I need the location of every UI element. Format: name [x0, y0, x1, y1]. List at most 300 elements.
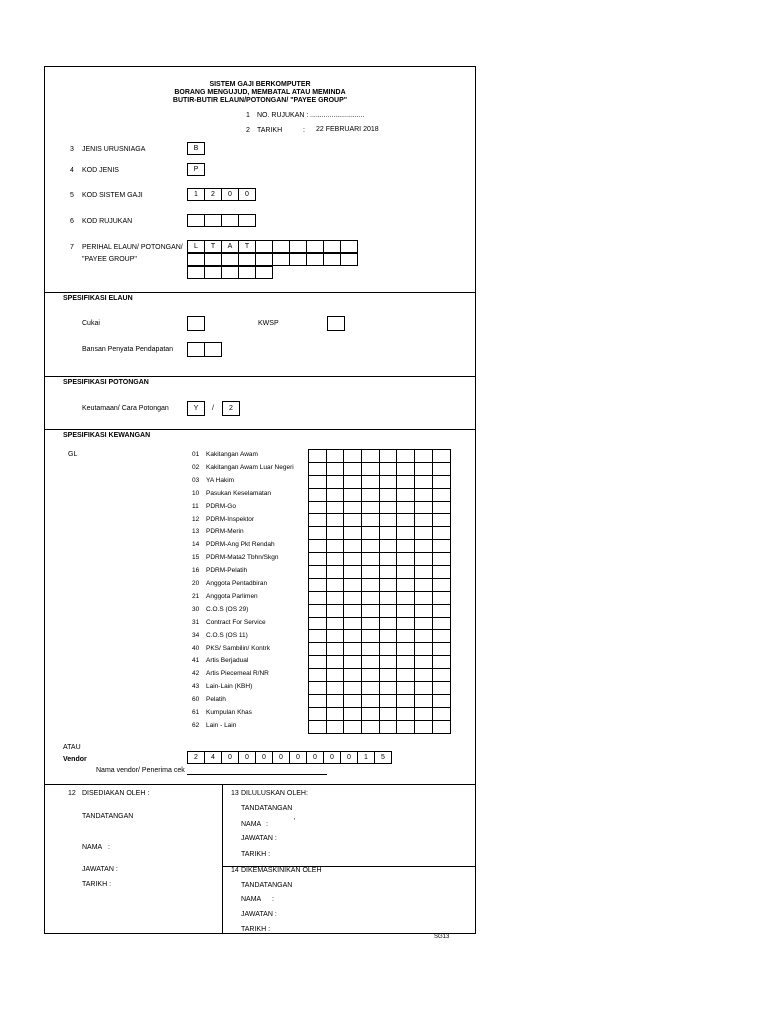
elaun-cukai-cell[interactable]	[187, 316, 205, 331]
gl-grid-cell[interactable]	[308, 681, 327, 695]
gl-grid-row	[308, 617, 451, 631]
field-perihal-row2-cell[interactable]	[238, 253, 256, 266]
gl-item	[192, 452, 258, 459]
vendor-code-boxes[interactable]	[187, 751, 392, 764]
gl-grid-cell[interactable]	[432, 449, 451, 463]
gl-grid-cell[interactable]	[432, 655, 451, 669]
ref-date-value[interactable]: 22 FEBRUARI 2018	[316, 126, 379, 133]
gl-grid-cell[interactable]	[432, 578, 451, 592]
field-perihal-row2[interactable]	[187, 253, 358, 266]
field-perihal-row2-cell[interactable]	[204, 253, 222, 266]
gl-grid-cell[interactable]	[414, 707, 433, 721]
gl-grid-cell[interactable]	[379, 488, 398, 502]
gl-grid-cell[interactable]	[379, 720, 398, 734]
gl-grid-cell[interactable]	[432, 604, 451, 618]
approved-nama-label: NAMA	[241, 821, 262, 828]
gl-grid-cell[interactable]	[396, 720, 415, 734]
gl-grid-cell[interactable]	[361, 501, 380, 515]
field-perihal-row2-cell[interactable]	[221, 253, 239, 266]
gl-grid-cell[interactable]	[326, 578, 345, 592]
gl-grid-cell[interactable]	[432, 720, 451, 734]
field-kod-rujukan-boxes[interactable]	[187, 214, 256, 227]
vendor-name-line[interactable]	[187, 774, 327, 775]
field-perihal-row3[interactable]	[187, 266, 273, 279]
gl-grid-cell[interactable]	[414, 642, 433, 656]
gl-grid-cell[interactable]	[396, 552, 415, 566]
field-perihal-row1-cell[interactable]	[289, 240, 307, 253]
potongan-box-1[interactable]	[187, 401, 205, 416]
gl-grid-cell[interactable]	[361, 655, 380, 669]
gl-grid-cell[interactable]	[308, 488, 327, 502]
gl-grid-row	[308, 720, 451, 734]
field-kod-jenis-boxes-cell[interactable]: P	[187, 163, 205, 176]
gl-grid-cell[interactable]	[379, 501, 398, 515]
gl-grid-cell[interactable]	[326, 591, 345, 605]
gl-grid-cell[interactable]	[326, 617, 345, 631]
gl-grid-cell[interactable]	[379, 604, 398, 618]
gl-grid-cell[interactable]	[379, 565, 398, 579]
gl-grid-cell[interactable]	[361, 604, 380, 618]
gl-grid-cell[interactable]	[308, 475, 327, 489]
gl-grid-cell[interactable]	[343, 488, 362, 502]
vendor-code-boxes-cell[interactable]: 0	[255, 751, 273, 764]
gl-grid-cell[interactable]	[414, 565, 433, 579]
gl-grid-cell[interactable]	[379, 707, 398, 721]
gl-grid-cell[interactable]	[343, 462, 362, 476]
gl-grid-cell[interactable]	[432, 513, 451, 527]
field-perihal-row3-cell[interactable]	[204, 266, 222, 279]
gl-grid-cell[interactable]	[343, 513, 362, 527]
divider-signatures	[44, 784, 476, 785]
gl-grid-cell[interactable]	[326, 681, 345, 695]
gl-grid-cell[interactable]	[396, 475, 415, 489]
gl-grid-cell[interactable]	[326, 668, 345, 682]
gl-grid-cell[interactable]	[432, 501, 451, 515]
field-kod-sistem-boxes-cell[interactable]: 1	[187, 188, 205, 201]
potongan-cell-1[interactable]: Y	[187, 401, 205, 416]
vendor-code-boxes-cell[interactable]: 5	[374, 751, 392, 764]
gl-grid-cell[interactable]	[414, 539, 433, 553]
gl-grid-cell[interactable]	[343, 475, 362, 489]
vendor-code-boxes-cell[interactable]: 0	[289, 751, 307, 764]
gl-grid-cell[interactable]	[326, 707, 345, 721]
gl-grid-row	[308, 552, 451, 566]
gl-grid-cell[interactable]	[361, 539, 380, 553]
field-perihal-row2-cell[interactable]	[340, 253, 358, 266]
field-perihal-row1[interactable]	[187, 240, 358, 253]
gl-grid-row	[308, 513, 451, 527]
gl-grid-cell[interactable]	[379, 694, 398, 708]
gl-grid-cell[interactable]	[308, 694, 327, 708]
gl-grid-cell[interactable]	[396, 526, 415, 540]
field-kod-jenis-boxes[interactable]	[187, 163, 205, 176]
approved-jawatan-label: JAWATAN :	[241, 835, 277, 842]
gl-grid-cell[interactable]	[379, 462, 398, 476]
field-kod-rujukan-boxes-cell[interactable]	[204, 214, 222, 227]
field-perihal-row1-cell[interactable]: T	[204, 240, 222, 253]
vendor-code-boxes-cell[interactable]: 0	[306, 751, 324, 764]
gl-grid-cell[interactable]	[379, 578, 398, 592]
field-perihal-row3-cell[interactable]	[238, 266, 256, 279]
potongan-cell-2[interactable]: 2	[222, 401, 240, 416]
gl-grid-cell[interactable]	[308, 604, 327, 618]
gl-grid-cell[interactable]	[414, 462, 433, 476]
gl-grid-cell[interactable]	[361, 591, 380, 605]
gl-grid-cell[interactable]	[326, 526, 345, 540]
gl-grid-cell[interactable]	[396, 578, 415, 592]
gl-item	[192, 646, 270, 653]
gl-grid-row	[308, 539, 451, 553]
field-perihal-row2-cell[interactable]	[255, 253, 273, 266]
gl-grid-cell[interactable]	[361, 488, 380, 502]
gl-grid-cell[interactable]	[432, 565, 451, 579]
ref-date-number: 2	[246, 127, 250, 134]
elaun-cukai-label: Cukai	[82, 320, 100, 327]
gl-grid-cell[interactable]	[432, 668, 451, 682]
gl-grid-cell[interactable]	[414, 694, 433, 708]
gl-grid-row	[308, 475, 451, 489]
gl-grid-cell[interactable]	[379, 591, 398, 605]
gl-grid-cell[interactable]	[308, 707, 327, 721]
vendor-code-boxes-cell[interactable]: 0	[221, 751, 239, 764]
gl-grid-cell[interactable]	[308, 513, 327, 527]
field-jenis-boxes[interactable]	[187, 142, 205, 155]
gl-grid-cell[interactable]	[343, 720, 362, 734]
gl-grid-cell[interactable]	[414, 578, 433, 592]
gl-grid-cell[interactable]	[414, 591, 433, 605]
gl-grid-cell[interactable]	[379, 642, 398, 656]
vendor-code-boxes-cell[interactable]: 2	[187, 751, 205, 764]
gl-grid-cell[interactable]	[308, 539, 327, 553]
field-kod-rujukan-boxes-cell[interactable]	[187, 214, 205, 227]
gl-grid-cell[interactable]	[414, 475, 433, 489]
potongan-slash: /	[212, 405, 214, 412]
gl-grid-cell[interactable]	[396, 707, 415, 721]
gl-item-name: C.O.S (OS 29)	[206, 605, 249, 613]
gl-item-name: PKS/ Sambilin/ Kontrk	[206, 644, 270, 652]
gl-grid-cell[interactable]	[361, 681, 380, 695]
gl-grid-cell[interactable]	[396, 694, 415, 708]
gl-grid-cell[interactable]	[396, 617, 415, 631]
gl-grid-cell[interactable]	[396, 488, 415, 502]
gl-grid-cell[interactable]	[379, 629, 398, 643]
gl-grid-cell[interactable]	[343, 449, 362, 463]
gl-grid-cell[interactable]	[396, 539, 415, 553]
gl-grid-cell[interactable]	[343, 539, 362, 553]
gl-grid-cell[interactable]	[308, 617, 327, 631]
signature-vertical-divider	[222, 784, 223, 934]
gl-grid-cell[interactable]	[326, 462, 345, 476]
field-kod-rujukan-boxes-cell[interactable]	[221, 214, 239, 227]
gl-item-name: PDRM-Inspektor	[206, 515, 255, 523]
gl-item-name: PDRM-Mata2 Tbhn/Skgn	[206, 554, 279, 562]
gl-grid-cell[interactable]	[396, 513, 415, 527]
gl-grid-cell[interactable]	[414, 488, 433, 502]
gl-grid-cell[interactable]	[361, 526, 380, 540]
elaun-bansan-cell-1[interactable]	[187, 342, 205, 357]
gl-grid-cell[interactable]	[343, 617, 362, 631]
gl-item	[192, 568, 247, 575]
gl-grid-cell[interactable]	[308, 462, 327, 476]
vendor-code-boxes-cell[interactable]: 1	[357, 751, 375, 764]
field-perihal-row1-cell[interactable]	[340, 240, 358, 253]
gl-grid-cell[interactable]	[414, 681, 433, 695]
gl-grid-cell[interactable]	[396, 565, 415, 579]
gl-grid-cell[interactable]	[343, 565, 362, 579]
gl-grid-cell[interactable]	[343, 655, 362, 669]
gl-grid-cell[interactable]	[343, 668, 362, 682]
gl-item	[192, 504, 236, 511]
prepared-sign-label: TANDATANGAN	[82, 813, 134, 820]
field-perihal-row2-cell[interactable]	[306, 253, 324, 266]
gl-grid-cell[interactable]	[432, 462, 451, 476]
gl-grid-cell[interactable]	[326, 501, 345, 515]
gl-grid-cell[interactable]	[379, 513, 398, 527]
vendor-code-boxes-cell[interactable]: 4	[204, 751, 222, 764]
gl-grid-cell[interactable]	[361, 707, 380, 721]
gl-grid-cell[interactable]	[432, 629, 451, 643]
gl-item	[192, 542, 275, 549]
gl-grid-cell[interactable]	[396, 681, 415, 695]
gl-grid-cell[interactable]	[361, 720, 380, 734]
gl-grid-cell[interactable]	[361, 462, 380, 476]
elaun-kwsp-label: KWSP	[258, 320, 279, 327]
gl-grid-cell[interactable]	[432, 694, 451, 708]
gl-grid-cell[interactable]	[308, 501, 327, 515]
gl-grid-cell[interactable]	[396, 642, 415, 656]
gl-item-name: PDRM-Merin	[206, 528, 244, 536]
gl-grid-cell[interactable]	[308, 591, 327, 605]
gl-grid-cell[interactable]	[379, 552, 398, 566]
gl-grid-cell[interactable]	[361, 694, 380, 708]
field-perihal-row2-cell[interactable]	[323, 253, 341, 266]
gl-grid-cell[interactable]	[432, 526, 451, 540]
gl-grid[interactable]	[308, 449, 451, 734]
ref-no-label: NO. RUJUKAN :	[257, 112, 309, 119]
field-perihal-row1-cell[interactable]	[306, 240, 324, 253]
gl-item-name: Lain - Lain	[206, 721, 237, 729]
gl-grid-cell[interactable]	[361, 578, 380, 592]
gl-item-code: 01	[192, 451, 200, 458]
gl-grid-cell[interactable]	[326, 539, 345, 553]
vendor-code-boxes-cell[interactable]: 0	[238, 751, 256, 764]
field-perihal-row2-cell[interactable]	[187, 253, 205, 266]
gl-item-name: Kumpulan Khas	[206, 709, 252, 716]
gl-grid-cell[interactable]	[414, 526, 433, 540]
elaun-cukai-box[interactable]	[187, 316, 205, 331]
gl-grid-row	[308, 462, 451, 476]
gl-grid-row	[308, 526, 451, 540]
gl-grid-cell[interactable]	[379, 539, 398, 553]
field-perihal-row1-cell[interactable]	[272, 240, 290, 253]
gl-grid-cell[interactable]	[308, 655, 327, 669]
gl-grid-cell[interactable]	[361, 642, 380, 656]
field-perihal-row1-cell[interactable]	[323, 240, 341, 253]
potongan-label: Keutamaan/ Cara Potongan	[82, 405, 169, 412]
gl-grid-cell[interactable]	[414, 552, 433, 566]
gl-grid-cell[interactable]	[396, 655, 415, 669]
gl-grid-cell[interactable]	[361, 617, 380, 631]
elaun-kwsp-cell[interactable]	[327, 316, 345, 331]
gl-grid-cell[interactable]	[396, 668, 415, 682]
gl-item-code: 03	[192, 476, 200, 484]
gl-grid-cell[interactable]	[343, 552, 362, 566]
gl-item	[192, 684, 252, 691]
gl-grid-cell[interactable]	[379, 681, 398, 695]
field-jenis-boxes-cell[interactable]: B	[187, 142, 205, 155]
field-perihal-label-2: "PAYEE GROUP"	[82, 256, 137, 263]
gl-grid-cell[interactable]	[379, 475, 398, 489]
gl-grid-cell[interactable]	[308, 668, 327, 682]
gl-grid-cell[interactable]	[326, 552, 345, 566]
vendor-code-boxes-cell[interactable]: 0	[340, 751, 358, 764]
field-perihal-row1-cell[interactable]: L	[187, 240, 205, 253]
gl-grid-cell[interactable]	[326, 629, 345, 643]
gl-grid-cell[interactable]	[414, 720, 433, 734]
gl-grid-cell[interactable]	[414, 655, 433, 669]
gl-grid-cell[interactable]	[343, 578, 362, 592]
gl-grid-cell[interactable]	[343, 629, 362, 643]
gl-grid-cell[interactable]	[343, 604, 362, 618]
potongan-box-2[interactable]	[222, 401, 240, 416]
field-kod-sistem-boxes-cell[interactable]: 0	[221, 188, 239, 201]
field-perihal-label: PERIHAL ELAUN/ POTONGAN/	[82, 244, 183, 251]
kewangan-gl-label: GL	[68, 451, 78, 458]
gl-grid-cell[interactable]	[308, 578, 327, 592]
field-kod-sistem-boxes-cell[interactable]: 0	[238, 188, 256, 201]
gl-grid-cell[interactable]	[343, 681, 362, 695]
gl-grid-cell[interactable]	[326, 720, 345, 734]
gl-item-code: 13	[192, 528, 200, 536]
gl-grid-cell[interactable]	[343, 501, 362, 515]
gl-grid-cell[interactable]	[308, 565, 327, 579]
gl-grid-cell[interactable]	[343, 642, 362, 656]
gl-grid-cell[interactable]	[379, 526, 398, 540]
gl-grid-cell[interactable]	[414, 668, 433, 682]
gl-grid-cell[interactable]	[326, 655, 345, 669]
gl-grid-cell[interactable]	[326, 488, 345, 502]
gl-grid-cell[interactable]	[343, 694, 362, 708]
approved-label: DILULUSKAN OLEH:	[241, 790, 308, 797]
vendor-code-boxes-cell[interactable]: 0	[323, 751, 341, 764]
gl-grid-cell[interactable]	[326, 565, 345, 579]
gl-grid-cell[interactable]	[396, 604, 415, 618]
field-perihal-row2-cell[interactable]	[289, 253, 307, 266]
field-perihal-row3-cell[interactable]	[221, 266, 239, 279]
gl-item-name: Kakitangan Awam	[206, 451, 258, 458]
field-kod-rujukan-boxes-cell[interactable]	[238, 214, 256, 227]
gl-grid-cell[interactable]	[308, 720, 327, 734]
divider-elaun	[44, 292, 476, 293]
gl-item	[192, 478, 234, 485]
gl-grid-cell[interactable]	[361, 552, 380, 566]
vendor-name-label: Nama vendor/ Penerima cek	[96, 767, 185, 774]
gl-grid-cell[interactable]	[414, 617, 433, 631]
gl-grid-cell[interactable]	[361, 629, 380, 643]
gl-grid-cell[interactable]	[361, 475, 380, 489]
gl-grid-cell[interactable]	[326, 604, 345, 618]
gl-grid-cell[interactable]	[379, 668, 398, 682]
gl-grid-cell[interactable]	[326, 694, 345, 708]
gl-grid-cell[interactable]	[361, 513, 380, 527]
gl-grid-cell[interactable]	[396, 629, 415, 643]
field-kod-rujukan-number: 6	[70, 218, 74, 225]
gl-grid-cell[interactable]	[361, 449, 380, 463]
gl-grid-cell[interactable]	[396, 501, 415, 515]
gl-grid-cell[interactable]	[361, 668, 380, 682]
gl-grid-cell[interactable]	[432, 488, 451, 502]
gl-grid-cell[interactable]	[379, 655, 398, 669]
gl-grid-cell[interactable]	[326, 449, 345, 463]
gl-grid-cell[interactable]	[432, 681, 451, 695]
field-perihal-row1-cell[interactable]: A	[221, 240, 239, 253]
gl-grid-cell[interactable]	[432, 642, 451, 656]
gl-grid-cell[interactable]	[396, 462, 415, 476]
gl-grid-cell[interactable]	[432, 617, 451, 631]
ref-no-value[interactable]: ............................	[310, 112, 365, 119]
gl-item-name: PDRM-Pelatih	[206, 567, 248, 575]
field-perihal-row1-cell[interactable]	[255, 240, 273, 253]
gl-grid-cell[interactable]	[308, 526, 327, 540]
elaun-bansan-boxes[interactable]	[187, 342, 222, 357]
gl-grid-cell[interactable]	[361, 565, 380, 579]
gl-grid-cell[interactable]	[396, 591, 415, 605]
field-perihal-row2-cell[interactable]	[272, 253, 290, 266]
gl-grid-cell[interactable]	[308, 642, 327, 656]
form-title-line2: BORANG MENGUJUD, MEMBATAL ATAU MEMINDA	[174, 89, 346, 96]
vendor-code-boxes-cell[interactable]: 0	[272, 751, 290, 764]
gl-grid-cell[interactable]	[432, 591, 451, 605]
gl-grid-cell[interactable]	[414, 501, 433, 515]
prepared-number: 12	[68, 790, 76, 797]
field-kod-rujukan-label: KOD RUJUKAN	[82, 218, 133, 225]
field-kod-sistem-boxes[interactable]	[187, 188, 256, 201]
field-perihal-row3-cell[interactable]	[255, 266, 273, 279]
gl-grid-cell[interactable]	[432, 552, 451, 566]
gl-grid-cell[interactable]	[379, 617, 398, 631]
gl-grid-cell[interactable]	[326, 642, 345, 656]
gl-grid-cell[interactable]	[326, 513, 345, 527]
elaun-bansan-cell-2[interactable]	[204, 342, 222, 357]
gl-grid-cell[interactable]	[414, 449, 433, 463]
approved-number: 13	[231, 790, 239, 797]
gl-grid-cell[interactable]	[343, 591, 362, 605]
gl-grid-cell[interactable]	[414, 513, 433, 527]
field-perihal-row1-cell[interactable]: T	[238, 240, 256, 253]
gl-grid-cell[interactable]	[432, 539, 451, 553]
gl-grid-cell[interactable]	[343, 526, 362, 540]
field-perihal-row3-cell[interactable]	[187, 266, 205, 279]
gl-grid-cell[interactable]	[308, 449, 327, 463]
form-title-line3: BUTIR-BUTIR ELAUN/POTONGAN/ "PAYEE GROUP"	[172, 97, 348, 104]
gl-grid-cell[interactable]	[379, 449, 398, 463]
prepared-tarikh-label: TARIKH :	[82, 881, 112, 888]
gl-item-code: 30	[192, 605, 200, 613]
gl-grid-cell[interactable]	[432, 707, 451, 721]
gl-grid-cell[interactable]	[432, 475, 451, 489]
gl-grid-cell[interactable]	[308, 629, 327, 643]
elaun-kwsp-box[interactable]	[327, 316, 345, 331]
gl-grid-cell[interactable]	[396, 449, 415, 463]
gl-grid-cell[interactable]	[308, 552, 327, 566]
field-kod-sistem-boxes-cell[interactable]: 2	[204, 188, 222, 201]
gl-item-code: 20	[192, 580, 200, 587]
gl-item	[192, 633, 248, 640]
gl-grid-cell[interactable]	[414, 604, 433, 618]
gl-grid-cell[interactable]	[326, 475, 345, 489]
gl-grid-cell[interactable]	[343, 707, 362, 721]
gl-grid-cell[interactable]	[414, 629, 433, 643]
